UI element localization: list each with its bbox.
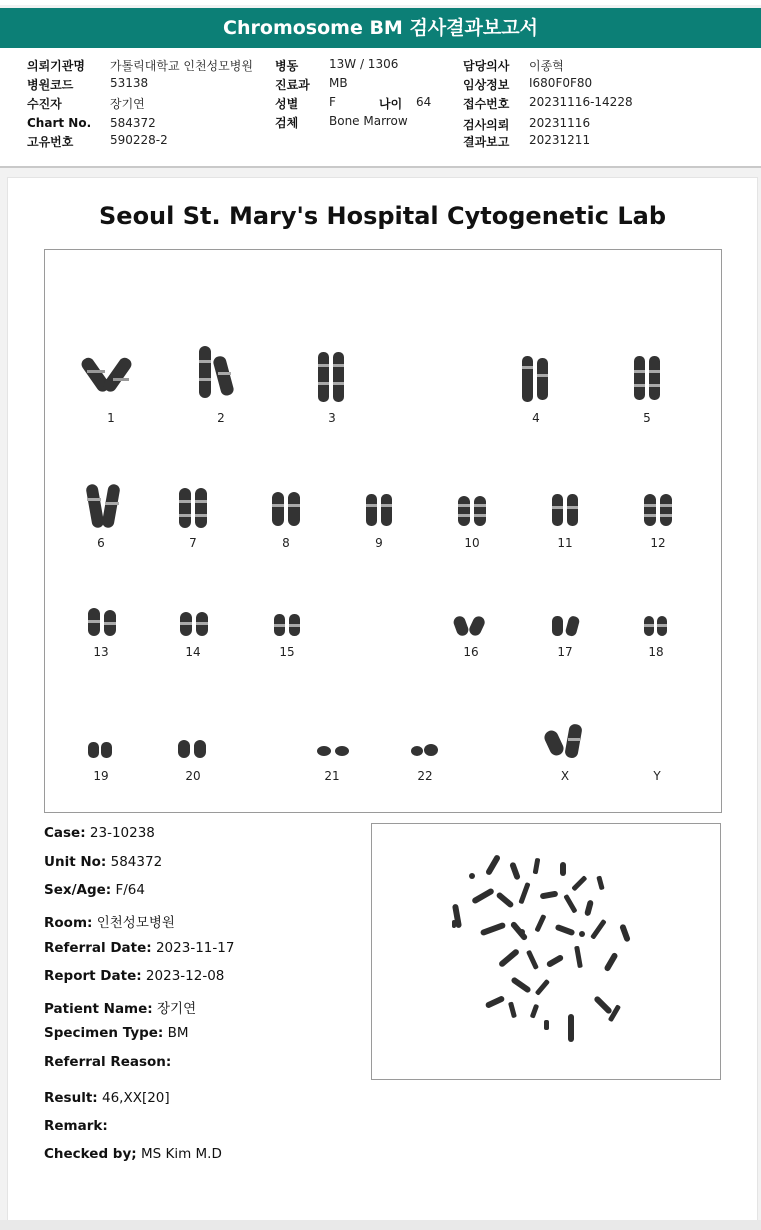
info-value: 20231116-14228	[529, 95, 633, 109]
chromosome-label-17: 17	[557, 645, 573, 659]
chromosome-pair-5	[631, 354, 663, 402]
info-label: 임상정보	[463, 78, 510, 92]
info-value: 장기연	[110, 97, 145, 111]
chromosome-label-3: 3	[328, 411, 336, 425]
chromosome-pair-6	[83, 482, 125, 530]
info-label: 접수번호	[463, 97, 510, 111]
chromosome-label-7: 7	[189, 536, 197, 550]
chromosome-pair-8	[269, 490, 303, 528]
report-date-field: Report Date: 2023-12-08	[44, 968, 225, 984]
chromosome-label-8: 8	[282, 536, 290, 550]
info-label: 나이	[379, 97, 403, 111]
info-value: 20231116	[529, 116, 591, 130]
chromosome-pair-20	[175, 738, 209, 760]
chromosome-pair-19	[85, 740, 115, 760]
info-label: 담당의사	[463, 59, 510, 73]
chromosome-label-9: 9	[375, 536, 383, 550]
info-label: 검체	[275, 116, 299, 130]
karyogram-panel	[44, 249, 722, 813]
chromosome-pair-21	[315, 744, 351, 758]
chromosome-label-y: Y	[653, 769, 661, 783]
info-label: 진료과	[275, 78, 310, 92]
chromosome-pair-14	[177, 610, 211, 638]
info-label: 검사의뢰	[463, 118, 510, 132]
chromosome-label-5: 5	[643, 411, 651, 425]
chromosome-label-1: 1	[107, 411, 115, 425]
case-field: Case: 23-10238	[44, 825, 155, 841]
report-title-banner: Chromosome BM 검사결과보고서	[0, 8, 761, 48]
info-label: 성별	[275, 97, 299, 111]
info-value: 53138	[110, 76, 149, 90]
chromosome-pair-15	[271, 612, 303, 638]
patient-info-panel	[0, 48, 761, 168]
info-value: 가톨릭대학교 인천성모병원	[110, 59, 253, 73]
info-value: 이종혁	[529, 59, 564, 73]
info-label: 결과보고	[463, 135, 510, 149]
chromosome-pair-13	[85, 606, 119, 638]
info-value: 590228-2	[110, 133, 168, 147]
chromosome-label-11: 11	[557, 536, 573, 550]
info-value: Bone Marrow	[329, 114, 408, 128]
chromosome-pair-x	[543, 722, 587, 760]
chromosome-pair-4	[519, 354, 551, 404]
chromosome-pair-18	[641, 614, 671, 638]
info-value: 13W / 1306	[329, 57, 399, 71]
chromosome-label-x: X	[560, 769, 570, 783]
info-value: 64	[416, 95, 432, 109]
chromosome-pair-12	[641, 492, 675, 528]
chromosome-pair-9	[363, 492, 395, 528]
info-value: MB	[329, 76, 348, 90]
patient-name-field: Patient Name: 장기연	[44, 1001, 197, 1017]
info-label: 의뢰기관명	[27, 59, 85, 73]
chromosome-pair-17	[549, 614, 581, 638]
info-label: 병동	[275, 59, 299, 73]
info-label: 수진자	[27, 97, 62, 111]
karyotype-report	[7, 177, 758, 1222]
remark-field: Remark:	[44, 1118, 108, 1134]
chromosome-label-18: 18	[648, 645, 664, 659]
info-value: F	[329, 95, 336, 109]
checked-by-field: Checked by; MS Kim M.D	[44, 1146, 222, 1162]
chromosome-pair-1	[81, 350, 141, 400]
info-label: 병원코드	[27, 78, 74, 92]
info-value: I680F0F80	[529, 76, 593, 90]
chromosome-pair-7	[175, 486, 211, 530]
chromosome-label-20: 20	[185, 769, 201, 783]
unit-no-field: Unit No: 584372	[44, 854, 163, 870]
referral-date-field: Referral Date: 2023-11-17	[44, 940, 235, 956]
specimen-type-field: Specimen Type: BM	[44, 1025, 189, 1041]
info-label: 고유번호	[27, 135, 74, 149]
chromosome-label-13: 13	[93, 645, 109, 659]
metaphase-spread-image	[371, 823, 721, 1080]
result-field: Result: 46,XX[20]	[44, 1090, 170, 1106]
chromosome-label-15: 15	[279, 645, 295, 659]
chromosome-label-21: 21	[324, 769, 340, 783]
sex-age-field: Sex/Age: F/64	[44, 882, 145, 898]
chromosome-label-10: 10	[464, 536, 480, 550]
info-value: 584372	[110, 116, 156, 130]
chromosome-label-22: 22	[417, 769, 433, 783]
chromosome-label-6: 6	[97, 536, 105, 550]
bottom-bar	[0, 1220, 761, 1230]
chromosome-pair-2	[193, 342, 249, 402]
chromosome-pair-3	[315, 350, 347, 404]
chromosome-label-2: 2	[217, 411, 225, 425]
top-border	[0, 0, 761, 5]
chromosome-label-14: 14	[185, 645, 201, 659]
room-field: Room: 인천성모병원	[44, 915, 175, 931]
chromosome-pair-22	[409, 742, 441, 758]
chromosome-pair-11	[549, 492, 581, 528]
chromosome-pair-10	[455, 494, 489, 528]
info-label: Chart No.	[27, 116, 92, 130]
chromosome-label-4: 4	[532, 411, 540, 425]
chromosome-label-19: 19	[93, 769, 109, 783]
info-value: 20231211	[529, 133, 591, 147]
chromosome-pair-16	[451, 614, 487, 638]
referral-reason-field: Referral Reason:	[44, 1054, 172, 1070]
chromosome-label-12: 12	[650, 536, 666, 550]
lab-title: Seoul St. Mary's Hospital Cytogenetic Lab	[99, 202, 666, 230]
chromosome-label-16: 16	[463, 645, 479, 659]
